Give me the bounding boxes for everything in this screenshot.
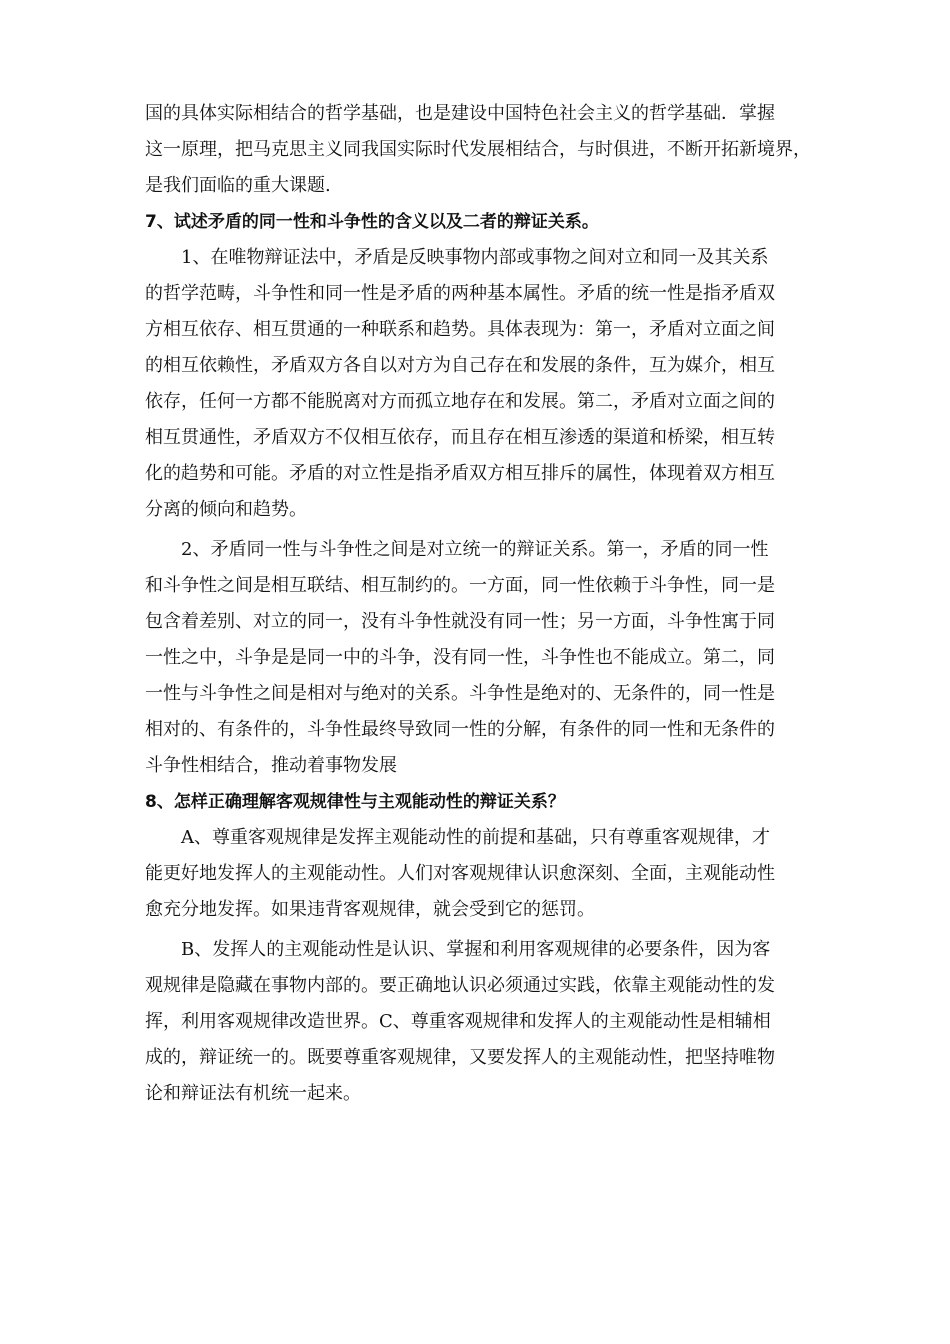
text-line: B、发挥人的主观能动性是认识、掌握和利用客观规律的必要条件，因为客 — [181, 939, 771, 960]
text-line: 分离的倾向和趋势。 — [145, 499, 307, 520]
text-line: 这一原理，把马克思主义同我国实际时代发展相结合，与时俱进，不断开拓新境界， — [145, 139, 811, 160]
text-line: 的相互依赖性，矛盾双方各自以对方为自己存在和发展的条件，互为媒介，相互 — [145, 355, 775, 376]
text-line: 依存，任何一方都不能脱离对方而孤立地存在和发展。第二，矛盾对立面之间的 — [145, 391, 775, 412]
text-line: 观规律是隐藏在事物内部的。要正确地认识必须通过实践，依靠主观能动性的发 — [145, 975, 775, 996]
text-line: 论和辩证法有机统一起来。 — [145, 1083, 361, 1104]
text-line: 是我们面临的重大课题. — [145, 175, 331, 196]
text-line: 能更好地发挥人的主观能动性。人们对客观规律认识愈深刻、全面，主观能动性 — [145, 863, 775, 884]
text-line: 愈充分地发挥。如果违背客观规律，就会受到它的惩罚。 — [145, 899, 595, 920]
text-line: 相对的、有条件的，斗争性最终导致同一性的分解，有条件的同一性和无条件的 — [145, 719, 775, 740]
text-line: 斗争性相结合，推动着事物发展 — [145, 755, 397, 776]
intro-paragraph — [145, 96, 825, 204]
q7-paragraph-2 — [145, 532, 825, 784]
document-page — [145, 96, 825, 1112]
text-line: 挥，利用客观规律改造世界。C、尊重客观规律和发挥人的主观能动性是相辅相 — [145, 1011, 771, 1032]
text-line: 和斗争性之间是相互联结、相互制约的。一方面，同一性依赖于斗争性，同一是 — [145, 575, 775, 596]
text-line: A、尊重客观规律是发挥主观能动性的前提和基础，只有尊重客观规律，才 — [181, 827, 770, 848]
q8-paragraph-a — [145, 820, 825, 928]
text-line: 成的，辩证统一的。既要尊重客观规律，又要发挥人的主观能动性，把坚持唯物 — [145, 1047, 775, 1068]
question-8-heading: 8、怎样正确理解客观规律性与主观能动性的辩证关系？ — [145, 792, 565, 812]
text-line: 国的具体实际相结合的哲学基础，也是建设中国特色社会主义的哲学基础．掌握 — [145, 103, 775, 124]
text-line: 的哲学范畴，斗争性和同一性是矛盾的两种基本属性。矛盾的统一性是指矛盾双 — [145, 283, 775, 304]
q7-paragraph-1 — [145, 240, 825, 528]
question-7-heading: 7、试述矛盾的同一性和斗争性的含义以及二者的辩证关系。 — [145, 212, 599, 232]
text-line: 一性与斗争性之间是相对与绝对的关系。斗争性是绝对的、无条件的，同一性是 — [145, 683, 775, 704]
text-line: 方相互依存、相互贯通的一种联系和趋势。具体表现为：第一，矛盾对立面之间 — [145, 319, 775, 340]
text-line: 相互贯通性，矛盾双方不仅相互依存，而且存在相互渗透的渠道和桥梁，相互转 — [145, 427, 775, 448]
text-line: 2、矛盾同一性与斗争性之间是对立统一的辩证关系。第一，矛盾的同一性 — [181, 539, 769, 560]
text-line: 一性之中，斗争是是同一中的斗争，没有同一性，斗争性也不能成立。第二，同 — [145, 647, 775, 668]
text-line: 1、在唯物辩证法中，矛盾是反映事物内部或事物之间对立和同一及其关系 — [181, 247, 769, 268]
text-line: 包含着差别、对立的同一，没有斗争性就没有同一性；另一方面，斗争性寓于同 — [145, 611, 775, 632]
text-line: 化的趋势和可能。矛盾的对立性是指矛盾双方相互排斥的属性，体现着双方相互 — [145, 463, 775, 484]
q8-paragraph-b — [145, 932, 825, 1112]
